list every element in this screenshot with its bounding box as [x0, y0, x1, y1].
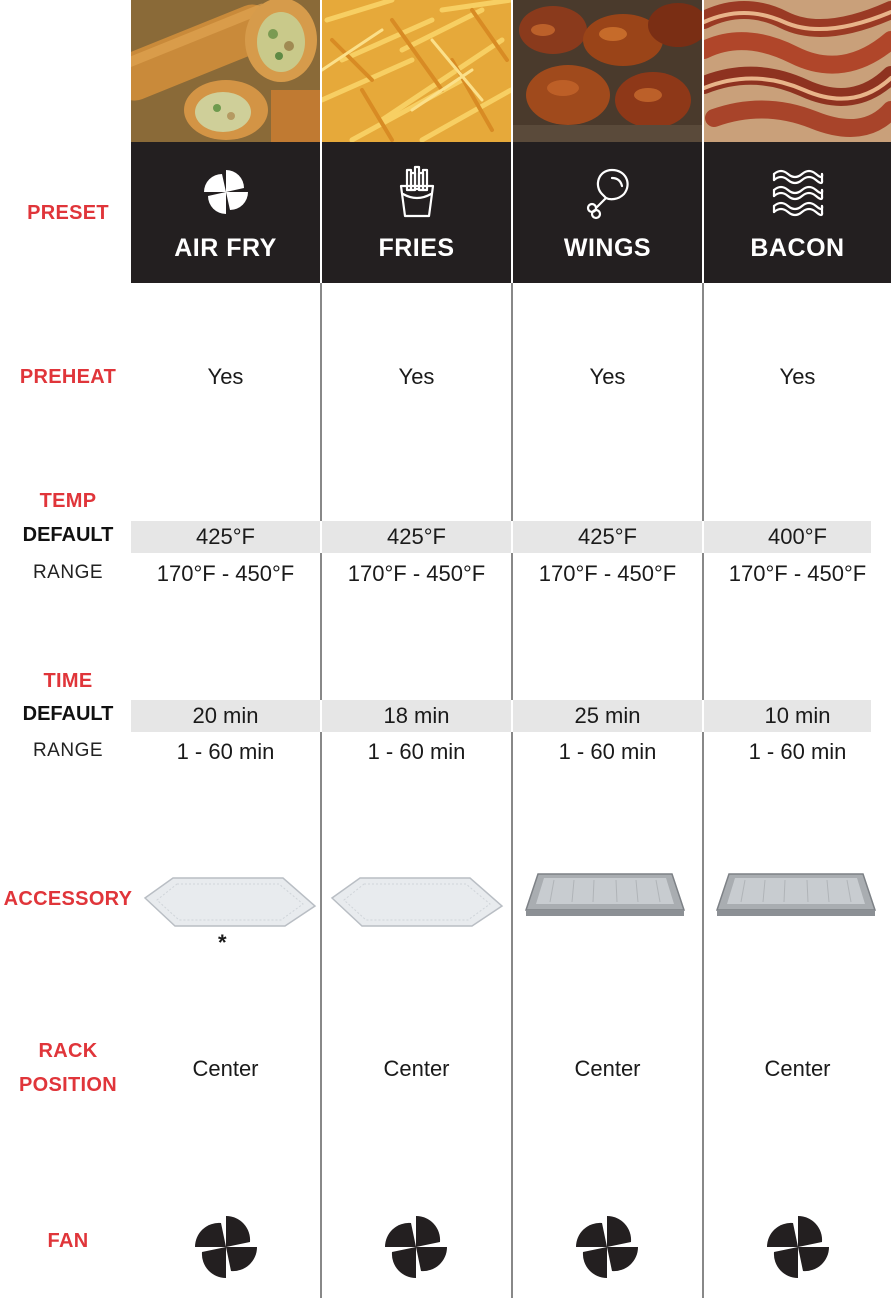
temp-default-value: 425°F [387, 524, 446, 549]
preheat-value: Yes [779, 364, 816, 389]
row-label-temp: TEMP [39, 490, 97, 512]
fan-icon [191, 1212, 261, 1282]
preheat-value: Yes [589, 364, 626, 389]
time-range-value: 1 - 60 min [748, 739, 847, 764]
column-divider [702, 283, 704, 1298]
photo-bacon [704, 0, 891, 142]
time-range-value: 1 - 60 min [176, 739, 275, 764]
row-label-temp-range: RANGE [32, 562, 104, 583]
time-default-value: 10 min [764, 703, 831, 728]
temp-range-value: 170°F - 450°F [156, 561, 295, 586]
preset-name: WINGS [563, 234, 652, 262]
photo-egg-rolls [131, 0, 320, 142]
temp-default-value: 425°F [196, 524, 255, 549]
row-label-time: TIME [43, 670, 93, 692]
preset-header-wings [513, 142, 702, 283]
preheat-value: Yes [207, 364, 244, 389]
row-label-position: POSITION [19, 1074, 117, 1096]
fries-icon [389, 164, 445, 220]
column-divider [511, 283, 513, 1298]
preset-name: BACON [750, 234, 845, 262]
rack-value: Center [574, 1056, 641, 1081]
drumstick-icon [580, 164, 636, 220]
temp-range-value: 170°F - 450°F [728, 561, 867, 586]
preset-header-bacon [704, 142, 891, 283]
column-divider [320, 283, 322, 1298]
rack-value: Center [383, 1056, 450, 1081]
preset-name: AIR FRY [174, 234, 277, 262]
mesh-basket-image [143, 870, 317, 930]
mesh-basket-image [330, 870, 504, 930]
temp-default-value: 425°F [578, 524, 637, 549]
row-label-preset: PRESET [27, 202, 109, 224]
row-label-preheat: PREHEAT [19, 366, 117, 388]
temp-range-value: 170°F - 450°F [347, 561, 486, 586]
temp-range-value: 170°F - 450°F [538, 561, 677, 586]
preset-header-fries [322, 142, 511, 283]
row-label-time-default: DEFAULT [22, 703, 114, 725]
preset-header-air-fry [131, 142, 320, 283]
row-label-rack: RACK [38, 1040, 98, 1062]
baking-pan-image [524, 870, 686, 922]
row-label-time-range: RANGE [32, 740, 104, 761]
time-default-value: 18 min [383, 703, 450, 728]
fan-icon [198, 164, 254, 220]
baking-pan-image [715, 870, 877, 922]
fan-icon [381, 1212, 451, 1282]
time-range-value: 1 - 60 min [367, 739, 466, 764]
row-label-fan: FAN [47, 1230, 89, 1252]
rack-value: Center [764, 1056, 831, 1081]
time-default-value: 20 min [192, 703, 259, 728]
rack-value: Center [192, 1056, 259, 1081]
fan-icon [572, 1212, 642, 1282]
preset-name: FRIES [378, 234, 455, 262]
time-range-value: 1 - 60 min [558, 739, 657, 764]
temp-default-value: 400°F [768, 524, 827, 549]
fan-icon [763, 1212, 833, 1282]
accessory-note: * [218, 930, 227, 955]
row-label-temp-default: DEFAULT [22, 524, 114, 546]
photo-french-fries [322, 0, 511, 142]
bacon-icon [770, 164, 826, 220]
time-default-value: 25 min [574, 703, 641, 728]
photo-chicken-wings [513, 0, 702, 142]
row-label-accessory: ACCESSORY [3, 888, 133, 910]
preheat-value: Yes [398, 364, 435, 389]
